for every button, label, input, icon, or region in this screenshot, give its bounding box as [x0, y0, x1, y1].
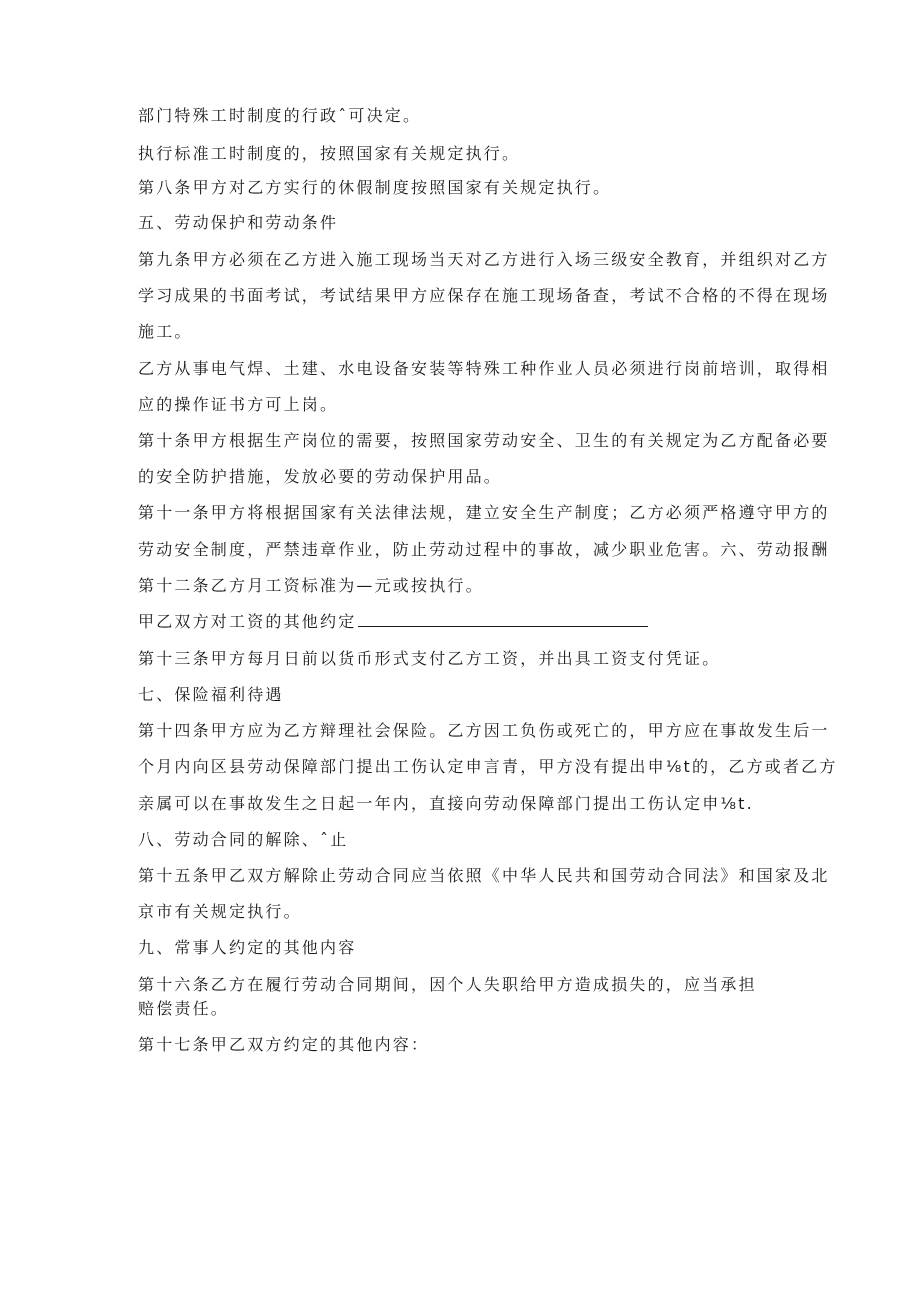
text-line: 京市有关规定执行。 — [138, 902, 302, 921]
text-line: 赔偿责任。 — [138, 999, 230, 1018]
text-line: 第九条甲方必须在乙方进入施工现场当天对乙方进行入场三级安全教育，并组织对乙方 — [138, 250, 830, 269]
text-line: 学习成果的书面考试，考试结果甲方应保存在施工现场备查，考试不合格的不得在现场 — [138, 286, 830, 305]
text-line: 的安全防护措施，发放必要的劳动保护用品。 — [138, 467, 503, 486]
text-line-with-blank — [138, 612, 648, 632]
text-line: 亲属可以在事故发生之日起一年内，直接向劳动保障部门提出工伤认定申⅛t. — [138, 794, 754, 813]
section-heading: 五、劳动保护和劳动条件 — [138, 213, 339, 232]
blank-fill-line — [358, 612, 648, 627]
text-line: 第十二条乙方月工资标准为—元或按执行。 — [138, 576, 484, 595]
text-line: 执行标准工时制度的，按照国家有关规定执行。 — [138, 144, 521, 163]
text-line: 第八条甲方对乙方实行的休假制度按照国家有关规定执行。 — [138, 178, 612, 197]
section-heading: 八、劳动合同的解除、ˆ止 — [138, 830, 349, 849]
text-line: 应的操作证书方可上岗。 — [138, 395, 339, 414]
text-line: 第十七条甲乙双方约定的其他内容： — [138, 1035, 430, 1054]
text-line: 部门特殊工时制度的行政ˆ可决定。 — [138, 106, 422, 125]
text-line: 甲乙双方对工资的其他约定 — [138, 612, 357, 631]
text-line: 施工。 — [138, 322, 193, 341]
text-line: 劳动安全制度，严禁违章作业，防止劳动过程中的事故，减少职业危害。六、劳动报酬 — [138, 540, 830, 559]
text-line: 第十一条甲方将根据国家有关法律法规，建立安全生产制度；乙方必须严格遵守甲方的 — [138, 503, 830, 522]
text-line: 第十三条甲方每月日前以货币形式支付乙方工资，并出具工资支付凭证。 — [138, 649, 721, 668]
text-line: 第十条甲方根据生产岗位的需要，按照国家劳动安全、卫生的有关规定为乙方配备必要 — [138, 431, 830, 450]
text-line: 第十六条乙方在履行劳动合同期间，因个人失职给甲方造成损失的，应当承担 — [138, 975, 757, 994]
text-line: 乙方从事电气焊、土建、水电设备安装等特殊工种作业人员必须进行岗前培训，取得相 — [138, 359, 830, 378]
section-heading: 七、保险福利待遇 — [138, 685, 284, 704]
section-heading: 九、常事人约定的其他内容 — [138, 938, 357, 957]
text-line: 个月内向区县劳动保障部门提出工伤认定申言青，甲方没有提出申⅛t的，乙方或者乙方 — [138, 757, 838, 776]
text-line: 第十四条甲方应为乙方辩理社会保险。乙方因工负伤或死亡的，甲方应在事故发生后一 — [138, 721, 830, 740]
text-line: 第十五条甲乙双方解除止劳动合同应当依照《中华人民共和国劳动合同法》和国家及北 — [138, 866, 830, 885]
